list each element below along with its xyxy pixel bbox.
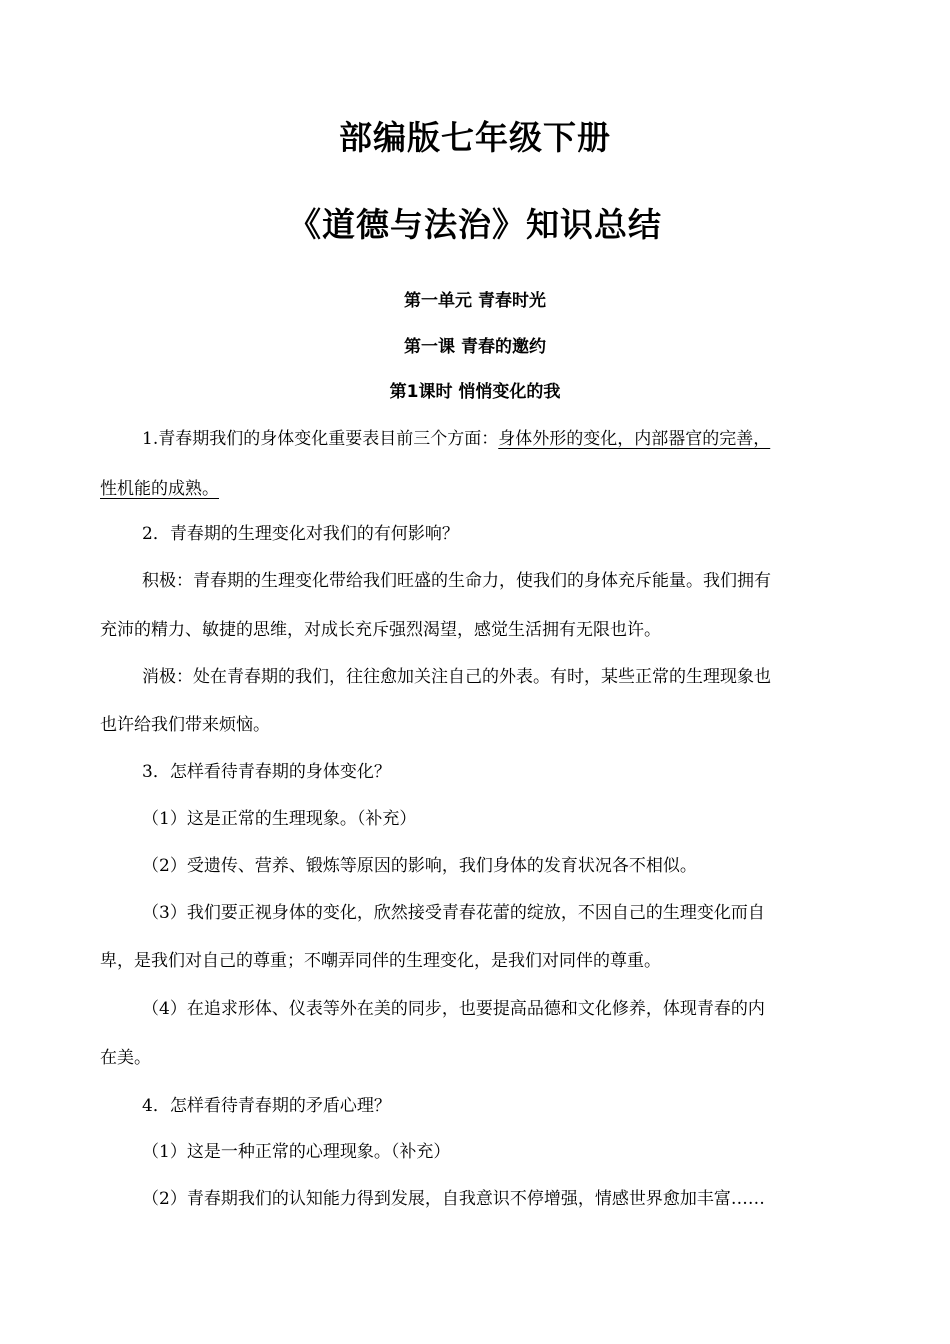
q3-item1: （1）这是正常的生理现象。（补充）	[142, 809, 417, 829]
q2-negative-line2: 也许给我们带来烦恼。	[100, 715, 270, 735]
q2-positive-line1: 积极：青春期的生理变化带给我们旺盛的生命力，使我们的身体充斥能量。我们拥有	[142, 571, 771, 591]
q3-item4-line2: 在美。	[100, 1048, 151, 1068]
q4-item2: （2）青春期我们的认知能力得到发展，自我意识不停增强，情感世界愈加丰富……	[142, 1189, 765, 1209]
q2-positive-line2: 充沛的精力、敏捷的思维，对成长充斥强烈渴望，感觉生活拥有无限也许。	[100, 620, 661, 640]
q2-question: 2．青春期的生理变化对我们的有何影响？	[142, 524, 459, 544]
q3-item3-line1: （3）我们要正视身体的变化，欣然接受青春花蕾的绽放，不因自己的生理变化而自	[142, 903, 765, 923]
q1-answer-part1: 身体外形的变化，内部器官的完善，	[498, 429, 771, 449]
unit-heading: 第一单元 青春时光	[404, 291, 546, 311]
period-heading: 第1课时 悄悄变化的我	[389, 382, 561, 402]
q4-item1: （1）这是一种正常的心理现象。（补充）	[142, 1142, 451, 1162]
lesson-heading: 第一课 青春的邀约	[404, 337, 546, 357]
q1-prefix: 1.青春期我们的身体变化重要表目前三个方面：	[142, 429, 499, 449]
document-title-line2: 《道德与法治》知识总结	[288, 205, 662, 244]
q3-item4-line1: （4）在追求形体、仪表等外在美的同步，也要提高品德和文化修养，体现青春的内	[142, 999, 765, 1019]
q1-answer-part2: 性机能的成熟。	[100, 479, 219, 499]
q3-item3-line2: 卑，是我们对自己的尊重；不嘲弄同伴的生理变化，是我们对同伴的尊重。	[100, 951, 661, 971]
q3-question: 3．怎样看待青春期的身体变化？	[142, 762, 391, 782]
q2-negative-line1: 消极：处在青春期的我们，往往愈加关注自己的外表。有时，某些正常的生理现象也	[142, 667, 771, 687]
q1-line1	[142, 428, 847, 450]
document-title-line1: 部编版七年级下册	[339, 118, 611, 157]
q1-line2	[100, 478, 850, 500]
q4-question: 4．怎样看待青春期的矛盾心理？	[142, 1096, 391, 1116]
q3-item2: （2）受遗传、营养、锻炼等原因的影响，我们身体的发育状况各不相似。	[142, 856, 697, 876]
